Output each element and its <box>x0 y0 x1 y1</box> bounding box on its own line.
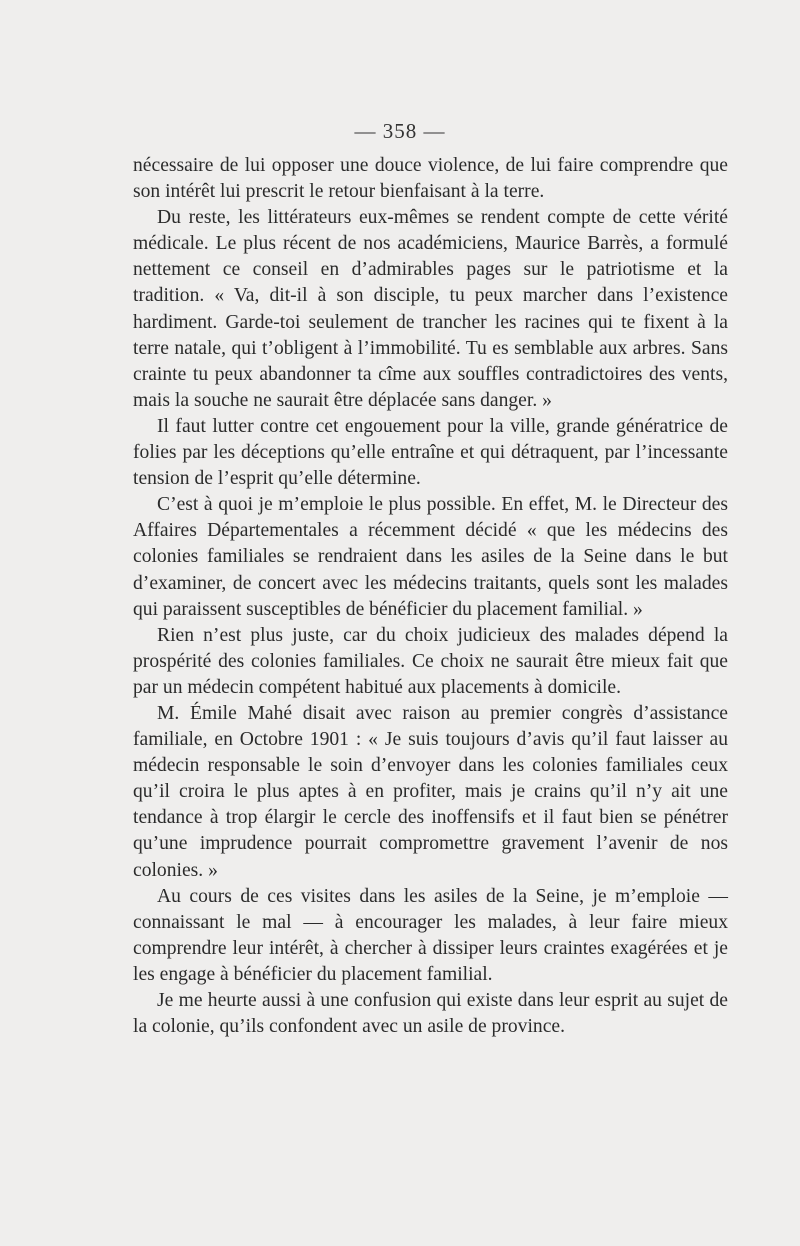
paragraph: Du reste, les littérateurs eux-mêmes se rendent compte de cette vérité médicale. Le plus récent de nos académiciens, Maurice Barrès, a formulé nettement ce conseil en d’admirables pages sur le patriotisme et la tradition. « Va, dit-il à son disciple, tu peux marcher dans l’existence hardiment. Garde-toi seulement de trancher les racines qui te fixent à la terre natale, qui t’obligent à l’immobilité. Tu es semblable aux arbres. Sans crainte tu peux abandonner ta cîme aux souffles contradictoires des vents, mais la souche ne saurait être déplacée sans danger. » <box>133 207 728 411</box>
paragraph: Je me heurte aussi à une confusion qui existe dans leur esprit au sujet de la colonie, qu’ils confondent avec un asile de province. <box>133 990 728 1038</box>
body-text <box>133 153 728 1040</box>
page-number: — 358 — <box>354 119 446 143</box>
paragraph: Il faut lutter contre cet engouement pour la ville, grande génératrice de folies par les déceptions qu’elle entraîne et qui détraquent, par l’incessante tension de l’esprit qu’elle détermine. <box>133 415 728 490</box>
paragraph: Rien n’est plus juste, car du choix judicieux des malades dépend la prospérité des colonies familiales. Ce choix ne saurait être mieux fait que par un médecin compétent habitué aux placements à domicile. <box>133 624 728 698</box>
paragraph: M. Émile Mahé disait avec raison au premier congrès d’assistance familiale, en Octobre 1901 : « Je suis toujours d’avis qu’il faut laisser au médecin responsable le soin d’envoyer dans les colonies familiales ceux qu’il croira le plus aptes à en profiter, mais je crains qu’il n’y ait une tendance à trop élargir le cercle des inoffensifs et il faut bien se pénétrer qu’une imprudence pourrait compromettre gravement l’avenir de nos colonies. » <box>133 702 728 881</box>
paragraph: nécessaire de lui opposer une douce violence, de lui faire comprendre que son intérêt lui prescrit le retour bienfaisant à la terre. <box>133 155 728 203</box>
paragraph: Au cours de ces visites dans les asiles de la Seine, je m’emploie — connaissant le mal — à encourager les malades, à leur faire mieux comprendre leur intérêt, à chercher à dissiper leurs craintes exagérées et je les engage à bénéficier du placement familial. <box>133 885 728 985</box>
paragraph: C’est à quoi je m’emploie le plus possible. En effet, M. le Directeur des Affaires Départementales a récemment décidé « que les médecins des colonies familiales se rendraient dans les asiles de la Seine dans le but d’examiner, de concert avec les médecins traitants, quels sont les malades qui paraissent susceptibles de bénéficier du placement familial. » <box>133 494 728 620</box>
